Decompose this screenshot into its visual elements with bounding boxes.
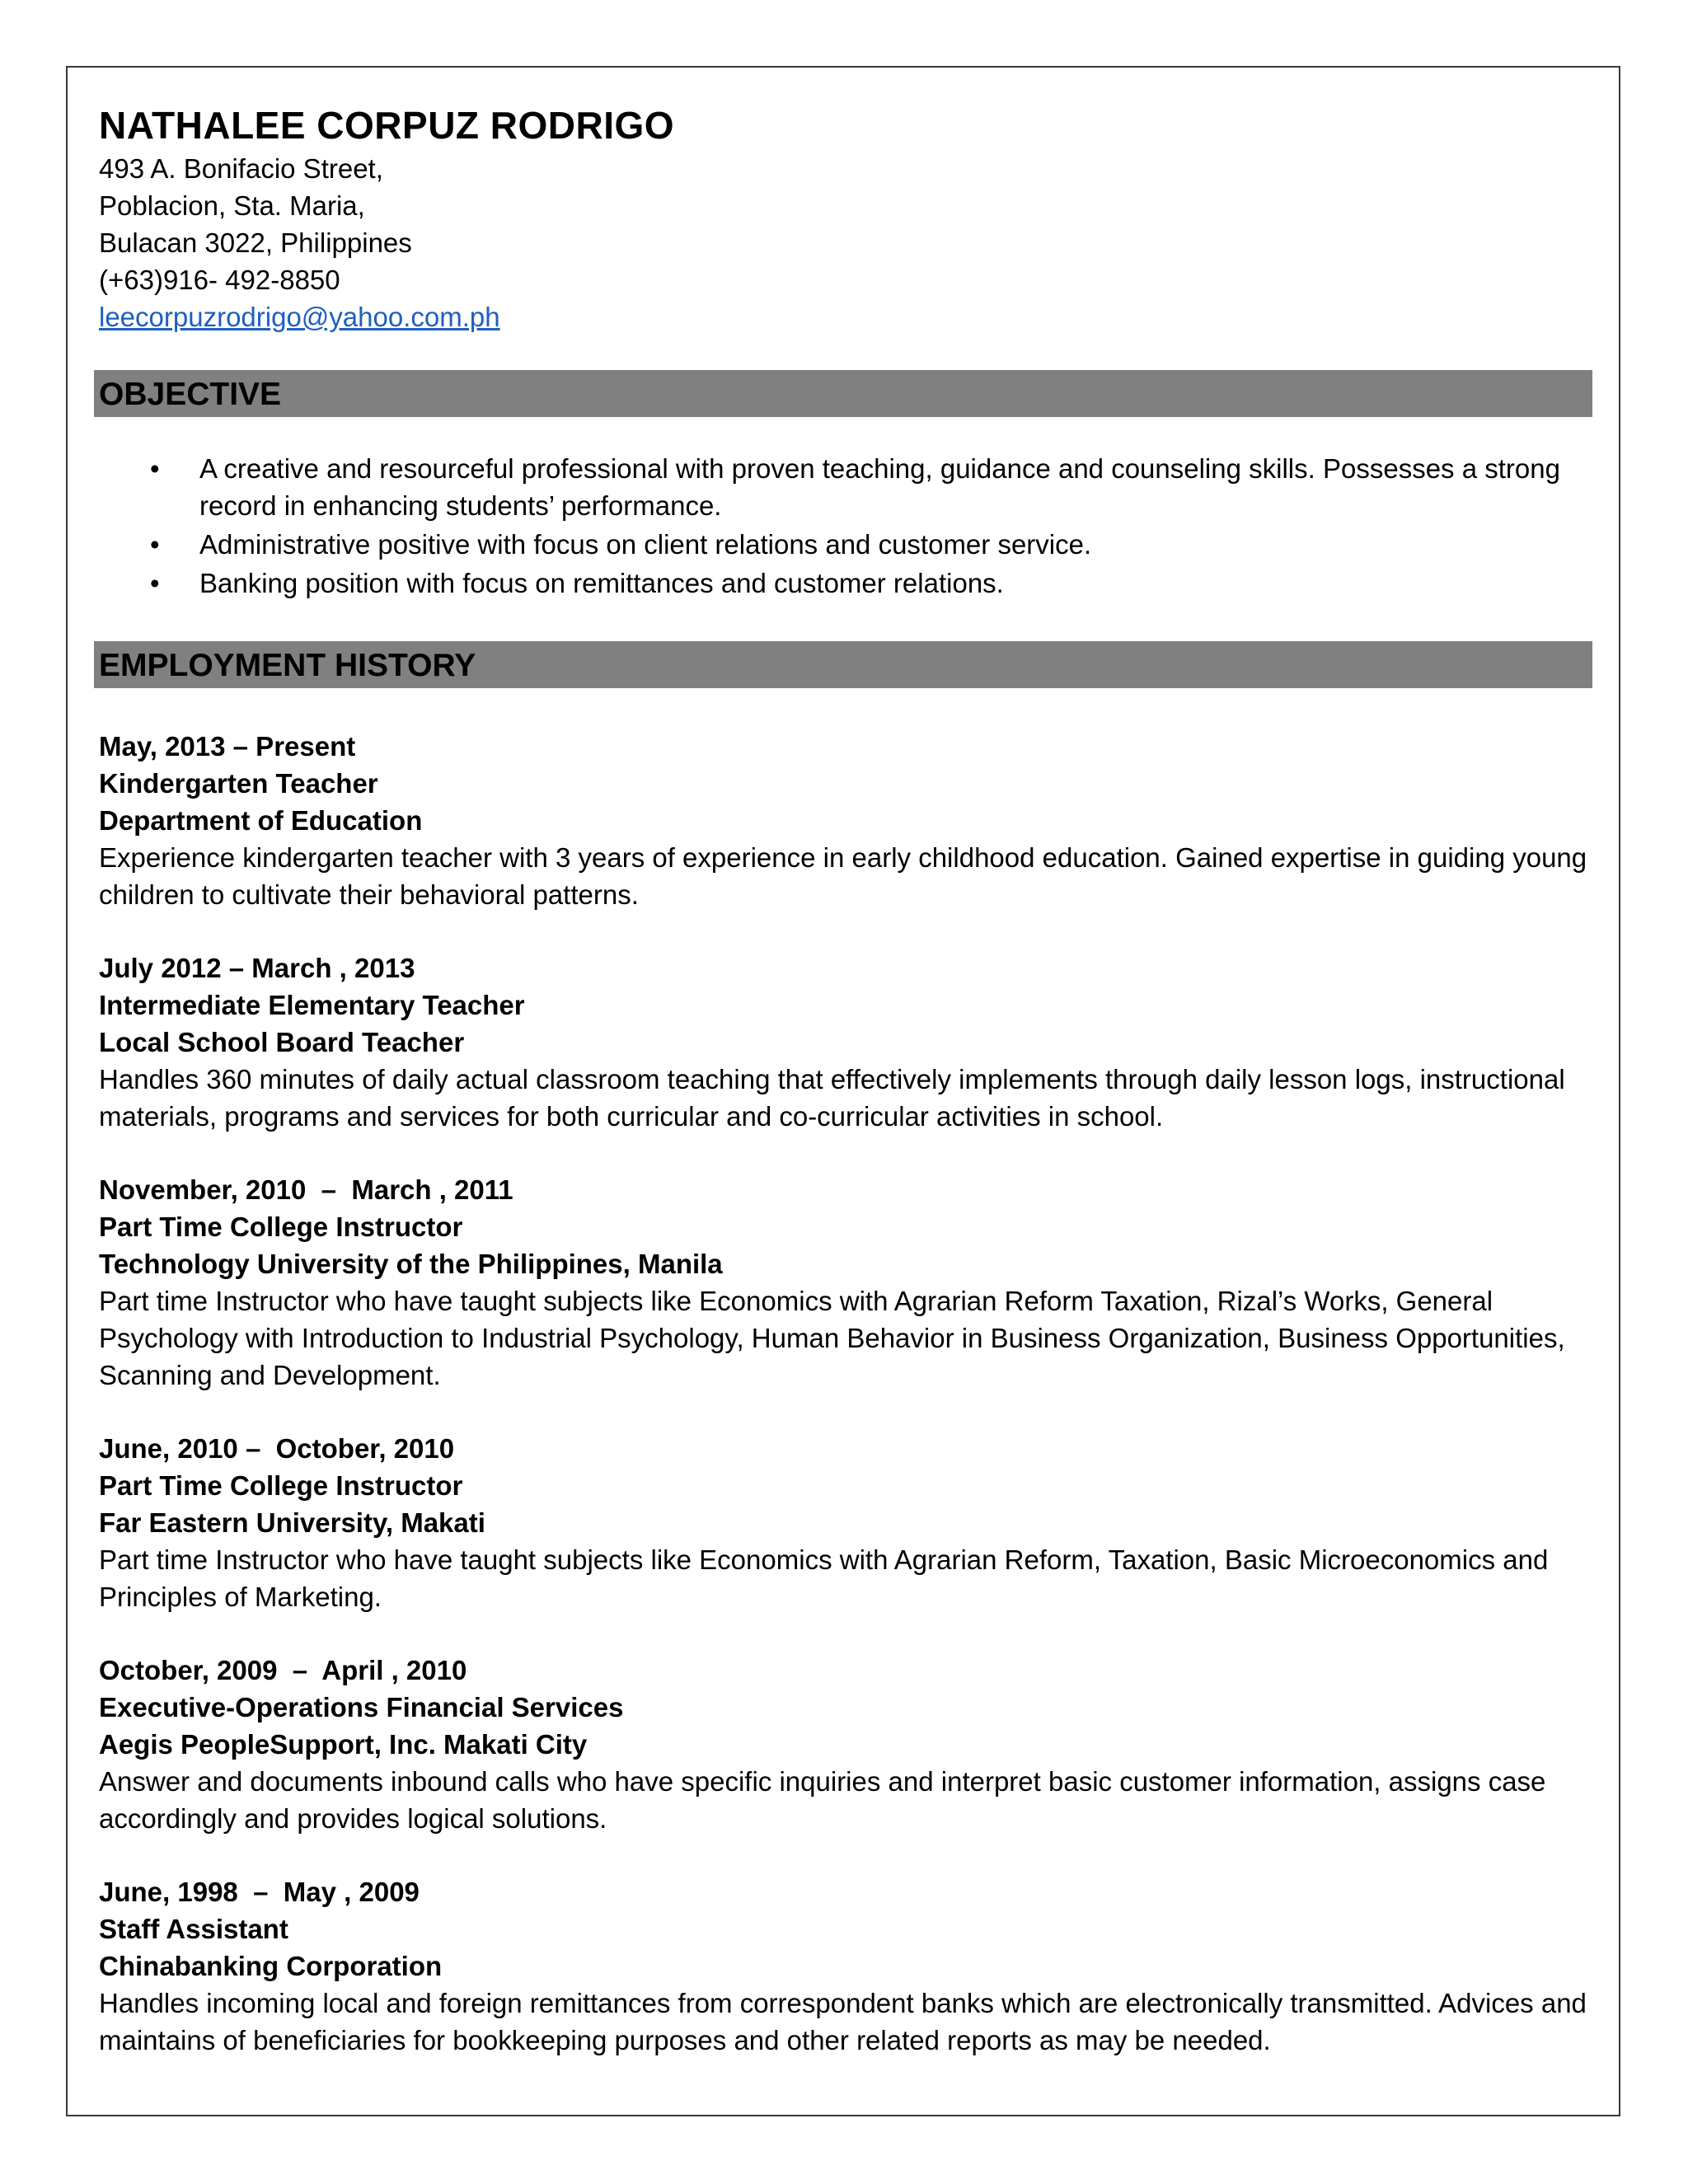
address-line-1: 493 A. Bonifacio Street,: [99, 153, 383, 184]
address-line-2: Poblacion, Sta. Maria,: [99, 190, 365, 221]
address-line-3: Bulacan 3022, Philippines: [99, 227, 412, 258]
objective-heading: OBJECTIVE: [94, 370, 1592, 417]
bullet-icon: •: [150, 568, 160, 598]
objective-item-2: [99, 526, 1592, 563]
job-dates: June, 1998 – May , 2009: [99, 1877, 420, 1907]
contact-header: [99, 101, 1592, 335]
job-dates: October, 2009 – April , 2010: [99, 1655, 467, 1685]
job-entry: [99, 1652, 1592, 1837]
job-description: Answer and documents inbound calls who have specific inquiries and interpret basic customer information, assigns case accordingly and provides logical solutions.: [99, 1766, 1546, 1834]
job-title: Part Time College Instructor: [99, 1212, 463, 1242]
job-entry: [99, 728, 1592, 913]
bullet-icon: •: [150, 453, 160, 484]
employment-heading: EMPLOYMENT HISTORY: [94, 641, 1592, 688]
objective-item-1: [99, 450, 1592, 524]
objective-item-text: Banking position with focus on remittances and customer relations.: [199, 568, 1004, 598]
bullet-icon: •: [150, 529, 160, 560]
job-employer: Chinabanking Corporation: [99, 1951, 443, 1981]
employment-list: [99, 728, 1592, 2059]
job-entry: [99, 949, 1592, 1135]
job-title: Kindergarten Teacher: [99, 768, 378, 799]
job-description: Part time Instructor who have taught subjects like Economics with Agrarian Reform Taxation, Rizal’s Works, General Psychology with Introduction to Industrial Psychology, Human Behavior in Business Organization, Business Opportunities, Scanning and Development.: [99, 1286, 1565, 1390]
job-entry: [99, 1430, 1592, 1615]
objective-item-3: [99, 565, 1592, 602]
candidate-name: NATHALEE CORPUZ RODRIGO: [99, 104, 675, 147]
job-title: Intermediate Elementary Teacher: [99, 990, 525, 1020]
job-description: Handles 360 minutes of daily actual classroom teaching that effectively implements through daily lesson logs, instructional materials, programs and services for both curricular and co-curricular activities in school.: [99, 1064, 1565, 1132]
job-description: Experience kindergarten teacher with 3 years of experience in early childhood education. Gained expertise in guiding young children to cultivate their behavioral patterns.: [99, 842, 1587, 910]
email-line: [99, 298, 1592, 335]
job-dates: May, 2013 – Present: [99, 731, 356, 762]
job-employer: Technology University of the Philippines, Manila: [99, 1249, 723, 1279]
job-description: Handles incoming local and foreign remittances from correspondent banks which are electronically transmitted. Advices and maintains of beneficiaries for bookkeeping purposes and other related reports as may be needed.: [99, 1988, 1587, 2055]
job-title: Staff Assistant: [99, 1914, 288, 1944]
resume-content: [99, 101, 1592, 2059]
job-dates: June, 2010 – October, 2010: [99, 1433, 455, 1464]
job-employer: Local School Board Teacher: [99, 1027, 465, 1057]
email-link[interactable]: leecorpuzrodrigo@yahoo.com.ph: [99, 302, 500, 332]
job-employer: Aegis PeopleSupport, Inc. Makati City: [99, 1729, 588, 1760]
phone-number: (+63)916- 492-8850: [99, 265, 340, 295]
job-description: Part time Instructor who have taught subjects like Economics with Agrarian Reform, Taxation, Basic Microeconomics and Principles of Marketing.: [99, 1544, 1549, 1612]
objective-item-text: Administrative positive with focus on client relations and customer service.: [199, 529, 1092, 560]
job-entry: [99, 1171, 1592, 1394]
job-entry: [99, 1873, 1592, 2059]
job-title: Part Time College Instructor: [99, 1470, 463, 1501]
job-dates: November, 2010 – March , 2011: [99, 1174, 513, 1205]
job-employer: Department of Education: [99, 805, 423, 836]
job-title: Executive-Operations Financial Services: [99, 1692, 624, 1722]
job-dates: July 2012 – March , 2013: [99, 953, 415, 983]
objective-list: [99, 450, 1592, 602]
objective-item-text: A creative and resourceful professional with proven teaching, guidance and counseling skills. Possesses a strong record in enhancing students’ performance.: [199, 453, 1560, 521]
job-employer: Far Eastern University, Makati: [99, 1507, 485, 1538]
